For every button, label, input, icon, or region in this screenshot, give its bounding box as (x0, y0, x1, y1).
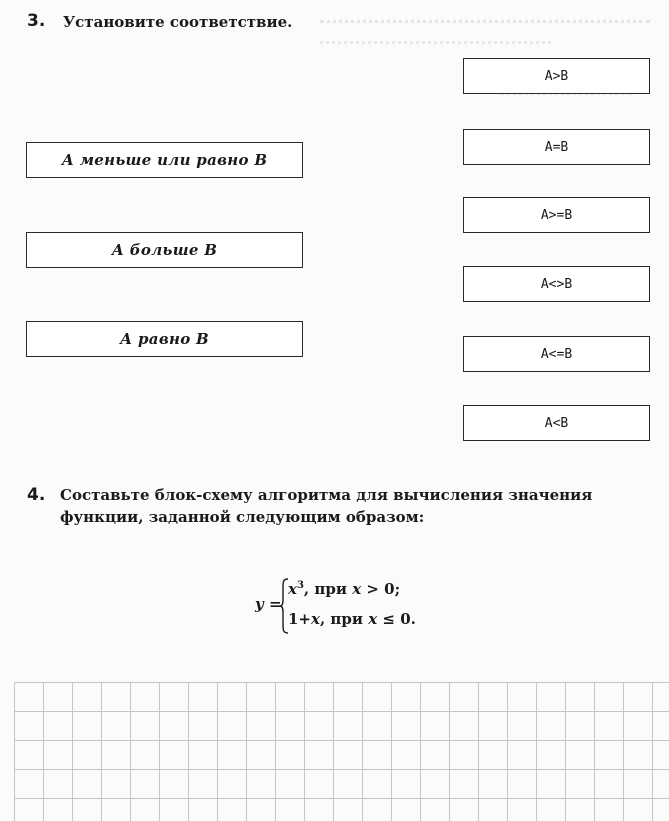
case-1-relation: > 0; (361, 580, 401, 598)
case-2-cond-var: x (368, 610, 378, 628)
right-item-not-equal[interactable]: A<>B (463, 266, 650, 302)
right-item-less-or-equal[interactable]: A<=B (463, 336, 650, 372)
formula-lhs: y (255, 595, 264, 613)
case-2-var: x (311, 610, 320, 628)
formula-equals: = (269, 595, 282, 613)
task-4-text-line-1: Составьте блок-схему алгоритма для вычисления значения (60, 486, 593, 504)
task-4-text-line-2: функции, заданной следующим образом: (60, 508, 425, 526)
right-item-equal[interactable]: A=B (463, 129, 650, 165)
case-1-var: x (288, 580, 297, 598)
task-3-title: Установите соответствие. (63, 13, 293, 31)
case-2-expr: 1+ (288, 610, 312, 628)
left-item-equal[interactable]: А равно В (26, 321, 303, 357)
case-2-cond: , при (319, 610, 369, 628)
case-2-relation: ≤ 0. (377, 610, 416, 628)
case-1-cond: , при (303, 580, 353, 598)
answer-grid[interactable] (14, 682, 669, 821)
task-4-number: 4. (27, 485, 46, 505)
left-item-less-or-equal[interactable]: А меньше или равно В (26, 142, 303, 178)
right-item-less[interactable]: A<B (463, 405, 650, 441)
right-item-greater-or-equal[interactable]: A>=B (463, 197, 650, 233)
case-1-power: 3 (296, 580, 304, 591)
left-item-greater[interactable]: А больше В (26, 232, 303, 268)
right-item-greater[interactable]: A>B (463, 58, 650, 94)
formula-case-2 (288, 610, 416, 628)
task-3-number: 3. (27, 11, 46, 31)
formula-case-1 (288, 580, 400, 598)
case-1-cond-var: x (352, 580, 362, 598)
